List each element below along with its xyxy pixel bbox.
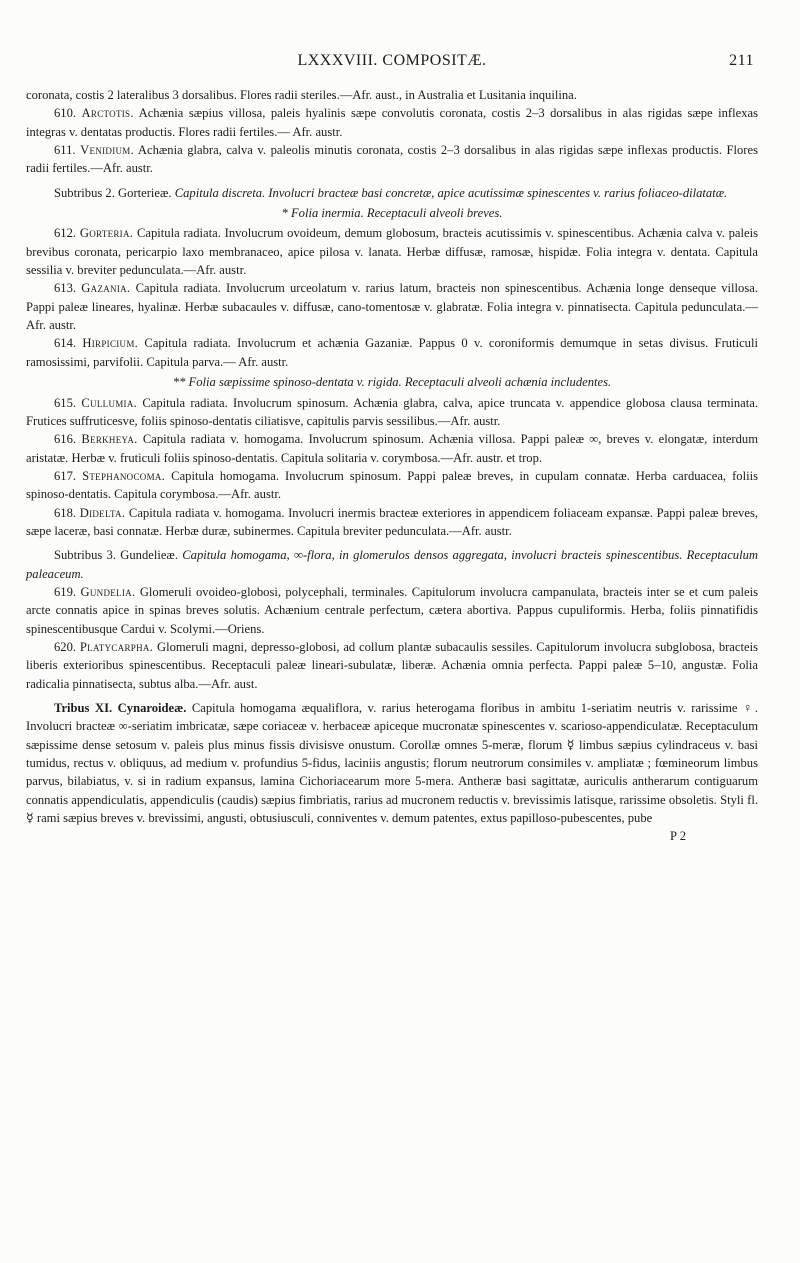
genus-entry xyxy=(26,430,758,467)
subtribe-name: Gorterieæ. xyxy=(118,185,172,200)
signature-mark: P 2 xyxy=(670,829,686,844)
genus-description: Glomeruli magni, depresso-globosi, ad collum plantæ subacaulis sessiles. Capitulorum involucra subglobosa, bracteis liberis exterioribus spinescentibus. Receptaculi paleæ lineari-subulatæ, liberæ. Achænia omnia perfecta. Pappi paleæ 5–10, angustæ. Folia radicalia pinnatisecta, subtus alba.—Afr. aust. xyxy=(26,639,758,691)
subtribe-description: Capitula discreta. Involucri bracteæ basi concretæ, apice acutissimæ spinescentes v. rarius foliaceo-dilatatæ. xyxy=(174,185,728,200)
section-heading-spinoso: ** Folia sæpissime spinoso-dentata v. rigida. Receptaculi alveoli achænia includentes. xyxy=(172,375,612,390)
subtribe-label: Subtribus 2. xyxy=(54,185,115,200)
genus-number: 612. xyxy=(54,226,77,241)
genus-name: Arctotis. xyxy=(81,106,134,121)
genus-description: Achænia glabra, calva v. paleolis minutis coronata, costis 2–3 dorsalibus in alas rigidas sæpe inflexas productis. Flores radii fertiles.—Afr. austr. xyxy=(26,143,758,176)
genus-name: Gundelia. xyxy=(80,584,136,599)
genus-name: Cullumia. xyxy=(81,395,138,410)
genus-name: Venidium. xyxy=(80,143,135,158)
genus-list-spinoso xyxy=(26,394,758,541)
genus-number: 613. xyxy=(54,281,77,296)
genus-entry xyxy=(26,467,758,504)
genus-name: Stephanocoma. xyxy=(82,468,166,483)
genus-entry xyxy=(26,279,758,334)
genus-description: Capitula radiata. Involucrum spinosum. Achænia glabra, calva, apice truncata v. appendice globosa clausa terminata. Frutices suffruticesve, foliis spinoso-dentatis ciliatisve, capitulis parvis sessilibus.—Afr. austr. xyxy=(26,395,758,428)
genus-entry xyxy=(26,334,758,371)
tribe-description: Capitula homogama æqualiflora, v. rarius heterogama floribus in ambitu 1-seriatim neutris v. rarissime ♀. Involucri bracteæ ∞-seriatim imbricatæ, sæpe coriaceæ v. herbaceæ apiceque mucronatæ spinescentes v. scarioso-appendiculatæ. Receptaculum sæpissime dense setosum v. paleis plus minus fissis divisisve onustum. Corollæ omnes 5-meræ, florum ☿ limbus sæpius cylindraceus v. basi tumidus, rectus v. obliquus, ad medium v. profundius 5-fidus, laciniis angustis; florum neutrorum consimiles v. ampliatæ ; fœmineorum limbus parvus, bilabiatus, v. si in radium expansus, lamina Cichoriacearum more 5-mera. Antheræ basi sagittatæ, auriculis antherarum contiguarum connatis appendiculatis, appendiculis (caudis) sæpius fimbriatis, rarius ad mucronem reductis v. brevissimis latisque, rarissime obsoletis. Styli fl. ☿ rami sæpius breves v. brevissimi, angusti, obtusiusculi, conniventes v. demum patentes, extus papilloso-pubescentes, pube xyxy=(26,701,758,826)
genus-name: Didelta. xyxy=(79,505,126,520)
genus-description: Glomeruli ovoideo-globosi, polycephali, terminales. Capitulorum involucra campanulata, bracteis inter se et cum paleis arcte connatis apice in spinas breves solutis. Achænium centrale perfectum, cætera abortiva. Pappus cupuliformis. Herba, foliis pinnatifidis spinescentibusque Cardui v. Scolymi.—Oriens. xyxy=(26,584,758,636)
genus-number: 617. xyxy=(54,468,77,483)
tribe-label: Tribus XI. xyxy=(54,701,113,715)
genus-name: Gazania. xyxy=(81,281,131,296)
genus-description: Capitula radiata. Involucrum et achænia Gazaniæ. Pappus 0 v. coroniformis demumque in setas divisus. Fruticuli ramosissimi, parvifolii. Capitula parva.— Afr. austr. xyxy=(26,336,758,369)
genus-name: Platycarpha. xyxy=(79,639,154,654)
genus-description: Achænia sæpius villosa, paleis hyalinis sæpe convolutis coronata, costis 2–3 dorsalibus in alas rigidas sæpe inflexas integras v. dentatas productis. Flores radii fertiles.— Afr. austr. xyxy=(26,106,758,139)
genus-description: Capitula radiata. Involucrum urceolatum v. rarius latum, bracteis non spinescentibus. Achænia longe denseque villosa. Pappi paleæ lineares, hyalinæ. Herbæ subacaules v. diffusæ, cano-tomentosæ v. glabratæ. Folia integra v. pinnatisecta. Capitula pedunculata.—Afr. austr. xyxy=(26,281,758,333)
genus-number: 618. xyxy=(54,505,77,520)
genus-list-arctotideae xyxy=(26,104,758,177)
genus-entry xyxy=(26,104,758,141)
genus-number: 615. xyxy=(54,395,77,410)
genus-entry xyxy=(26,394,758,431)
genus-description: Capitula radiata. Involucrum ovoideum, demum globosum, bracteis acutissimis v. spinescentibus. Achænia calva v. paleis brevibus coronata, pericarpio laxo membranaceo, apice pilosa v. lanata. Herbæ diffusæ, ramosæ, hispidæ. Folia integra v. dentata. Capitula sessilia v. breviter pedunculata.—Afr. austr. xyxy=(26,226,758,278)
genus-description: Capitula radiata v. homogama. Involucri inermis bracteæ exteriores in appendicem foliaceam expansæ. Pappi paleæ breves, sæpe laceræ, basi connatæ. Herbæ duræ, subinermes. Capitula breviter pedunculata.—Afr. austr. xyxy=(26,505,758,538)
genus-description: Capitula radiata v. homogama. Involucrum spinosum. Achænia villosa. Pappi paleæ ∞, breves v. elongatæ, interdum aristatæ. Herbæ v. fruticuli foliis spinoso-dentatis. Capitula solitaria v. corymbosa.—Afr. austr. et trop. xyxy=(26,432,759,465)
genus-name: Berkheya. xyxy=(81,432,138,447)
subtribe-description: Capitula homogama, ∞-flora, in glomerulos densos aggregata, involucri bracteis spinescentibus. Receptaculum paleaceum. xyxy=(26,548,758,581)
section-heading-inermia: * Folia inermia. Receptaculi alveoli breves. xyxy=(281,206,503,221)
subtribe-gorterieae xyxy=(26,184,758,202)
genus-name: Hirpicium. xyxy=(82,336,139,351)
genus-entry xyxy=(26,504,758,541)
tribe-name: Cynaroideæ. xyxy=(117,701,187,715)
subtribe-label: Subtribus 3. xyxy=(54,548,116,563)
genus-number: 619. xyxy=(54,584,77,599)
genus-number: 611. xyxy=(54,143,76,158)
genus-number: 616. xyxy=(54,432,77,447)
genus-entry xyxy=(26,224,758,279)
subtribe-name: Gundelieæ. xyxy=(120,548,178,563)
genus-entry xyxy=(26,638,758,693)
genus-entry xyxy=(26,141,758,178)
genus-name: Gorteria. xyxy=(79,226,134,241)
genus-list-gundelieae xyxy=(26,583,758,693)
subtribe-gundelieae xyxy=(26,546,758,583)
tribe-cynaroideae xyxy=(26,699,758,827)
genus-number: 610. xyxy=(54,106,77,121)
genus-description: Capitula homogama. Involucrum spinosum. Pappi paleæ breves, in cupulam connatæ. Herba carduacea, foliis spinoso-dentatis. Capitula corymbosa.—Afr. austr. xyxy=(26,468,758,502)
page-header xyxy=(26,52,758,78)
genus-number: 620. xyxy=(54,639,77,654)
genus-entry xyxy=(26,583,758,638)
intro-paragraph: coronata, costis 2 lateralibus 3 dorsalibus. Flores radii steriles.—Afr. aust., in Australia et Lusitania inquilina. xyxy=(26,88,577,102)
page-number: 211 xyxy=(729,52,754,69)
running-title: LXXXVIII. COMPOSITÆ. xyxy=(297,52,487,69)
genus-list-inermia xyxy=(26,224,758,371)
genus-number: 614. xyxy=(54,336,77,351)
